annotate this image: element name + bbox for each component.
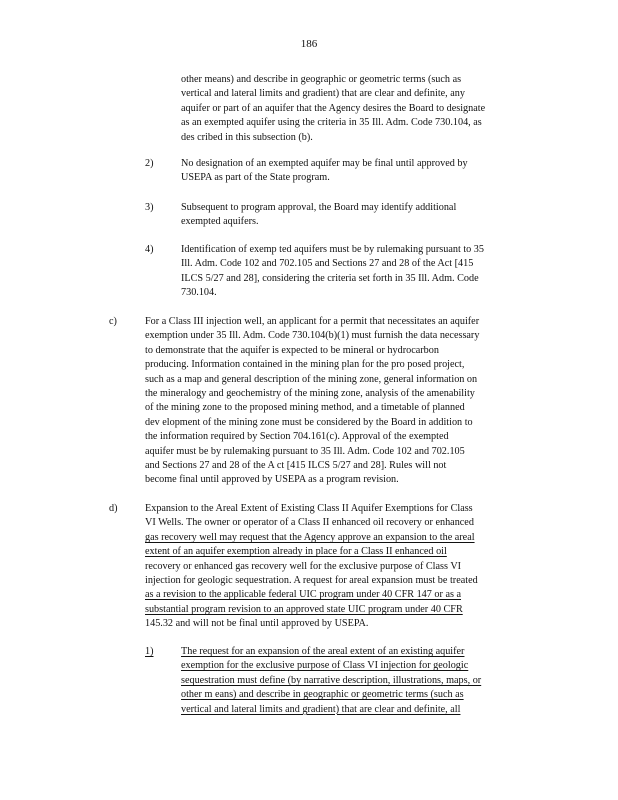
text-line: of the mining zone to the proposed mining method, and a timetable of planned bbox=[145, 402, 465, 414]
section-label: c) bbox=[109, 316, 117, 327]
inserted-text-line: extent of an aquifer exemption already in place for a Class II enhanced oil bbox=[145, 546, 447, 558]
text-line: injection for geologic sequestration. A request for areal expansion must be treated bbox=[145, 575, 478, 587]
inserted-text-line: exemption for the exclusive purpose of Class VI injection for geologic bbox=[181, 660, 469, 672]
text-line: Subsequent to program approval, the Board may identify additional bbox=[181, 202, 457, 213]
inserted-text-line: as a revision to the applicable federal UIC program under 40 CFR 147 or as a bbox=[145, 589, 462, 601]
text-line: For a Class III injection well, an applicant for a permit that necessitates an aquifer bbox=[145, 316, 480, 327]
text-line: VI Wells. The owner or operator of a Class II enhanced oil recovery or enhanced bbox=[145, 517, 474, 529]
text-line: Ill. Adm. Code 102 and 702.105 and Sections 27 and 28 of the Act [415 bbox=[181, 258, 474, 270]
text-line: aquifer must be by rulemaking pursuant to 35 Ill. Adm. Code 102 and 702.105 bbox=[145, 445, 465, 457]
text-line: the mineralogy and geochemistry of the mining zone, analysis of the amenability bbox=[145, 388, 475, 400]
text-line: other means) and describe in geographic or geometric terms (such as bbox=[181, 74, 462, 85]
section-c-paragraph bbox=[145, 315, 479, 488]
text-line: Expansion to the Areal Extent of Existing Class II Aquifer Exemptions for Class bbox=[145, 503, 473, 514]
text-line: ILCS 5/27 and 28], considering the criteria set forth in 35 Ill. Adm. Code bbox=[181, 272, 479, 284]
text-line: exemption under 35 Ill. Adm. Code 730.104(b)(1) must furnish the data necessary bbox=[145, 330, 480, 342]
page-number: 186 bbox=[300, 38, 318, 50]
text-line: aquifer or part of an aquifer that the Agency desires the Board to designate bbox=[181, 102, 486, 114]
text-line: as an exempted aquifer using the criteria in 35 Ill. Adm. Code 730.104, as bbox=[181, 117, 482, 129]
item-4-paragraph bbox=[181, 243, 484, 301]
item-label: 2) bbox=[145, 158, 154, 169]
inserted-text-line: gas recovery well may request that the Agency approve an expansion to the areal bbox=[145, 531, 475, 543]
text-line: Identification of exemp ted aquifers must be by rulemaking pursuant to 35 bbox=[181, 244, 484, 255]
text-line: and Sections 27 and 28 of the A ct [415 ILCS 5/27 and 28]. Rules will not bbox=[145, 460, 447, 472]
text-line: to demonstrate that the aquifer is expected to be mineral or hydrocarbon bbox=[145, 344, 439, 356]
text-line: producing. Information contained in the mining plan for the pro posed project, bbox=[145, 359, 465, 371]
item-label: 1) bbox=[145, 646, 154, 657]
text-line: recovery or enhanced gas recovery well for the exclusive purpose of Class VI bbox=[145, 560, 462, 572]
item-label: 3) bbox=[145, 202, 154, 213]
section-d-paragraph bbox=[145, 502, 478, 632]
item-3-paragraph bbox=[181, 201, 456, 230]
text-line: become final until approved by USEPA as a program revision. bbox=[145, 474, 399, 486]
text-line: vertical and lateral limits and gradient) that are clear and definite, any bbox=[181, 88, 465, 100]
text-line: No designation of an exempted aquifer may be final until approved by bbox=[181, 158, 468, 169]
text-line: exempted aquifers. bbox=[181, 216, 259, 228]
inserted-text-line: vertical and lateral limits and gradient) that are clear and definite, all bbox=[181, 703, 461, 715]
intro-paragraph bbox=[181, 73, 485, 145]
inserted-text-line: substantial program revision to an approved state UIC program under 40 CFR bbox=[145, 603, 463, 615]
text-line: dev elopment of the mining zone must be considered by the Board in addition to bbox=[145, 416, 473, 428]
text-line: such as a map and general description of the mining zone, general information on bbox=[145, 373, 478, 385]
inserted-text-line: other m eans) and describe in geographic or geometric terms (such as bbox=[181, 689, 464, 701]
item-label: 4) bbox=[145, 244, 154, 255]
text-line: USEPA as part of the State program. bbox=[181, 172, 330, 184]
text-line: 145.32 and will not be final until approved by USEPA. bbox=[145, 618, 369, 630]
item-2-paragraph bbox=[181, 157, 468, 186]
inserted-text-line: The request for an expansion of the areal extent of an existing aquifer bbox=[181, 646, 465, 657]
section-label: d) bbox=[109, 503, 118, 514]
text-line: des cribed in this subsection (b). bbox=[181, 131, 313, 143]
text-line: 730.104. bbox=[181, 287, 217, 299]
inserted-text-line: sequestration must define (by narrative description, illustrations, maps, or bbox=[181, 674, 482, 686]
text-line: the information required by Section 704.161(c). Approval of the exempted bbox=[145, 431, 449, 443]
item-d1-paragraph bbox=[181, 645, 481, 717]
